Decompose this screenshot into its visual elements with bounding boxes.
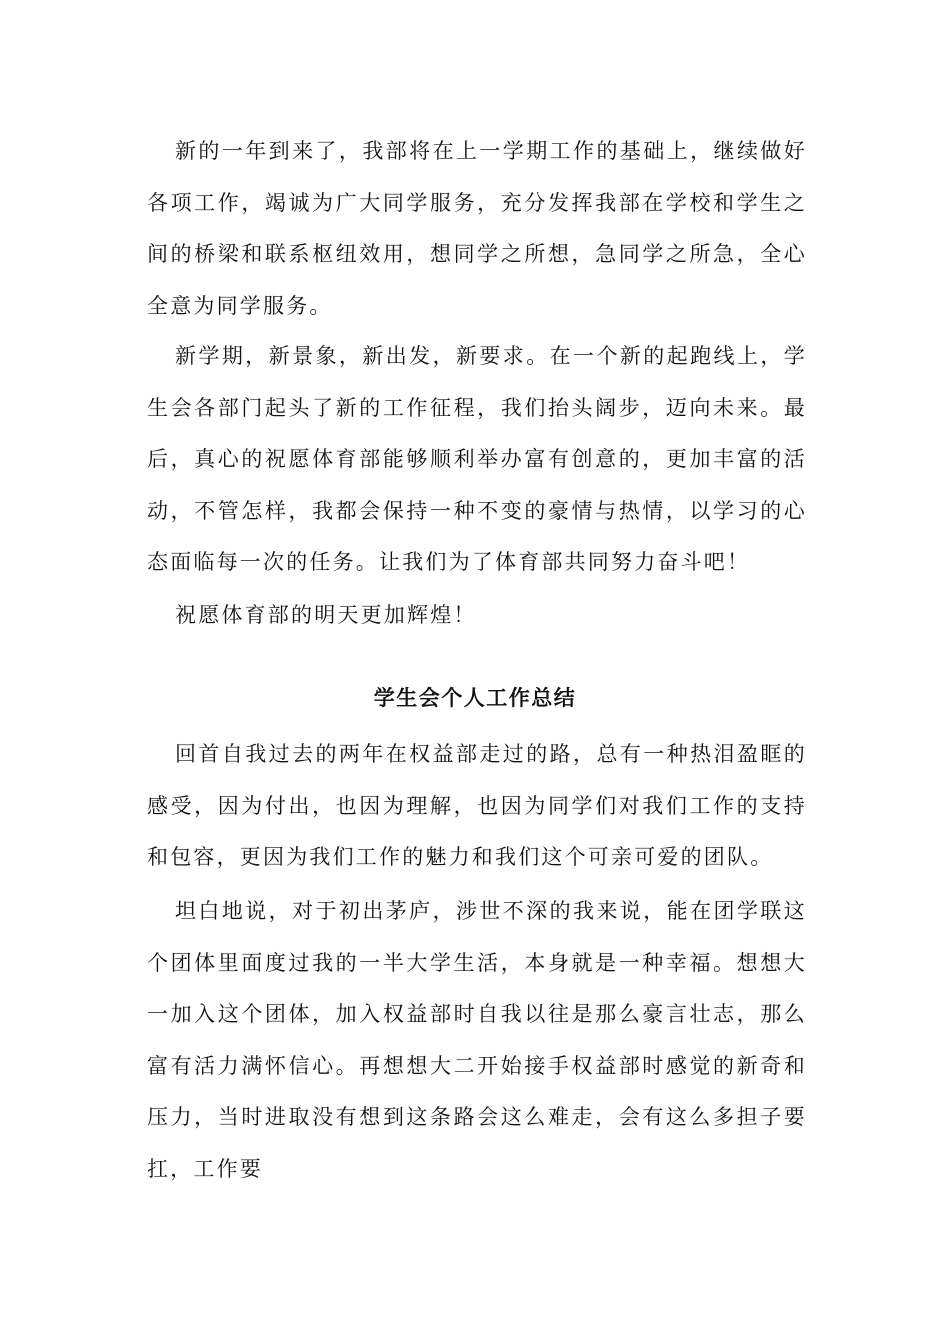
paragraph-honestly: 坦白地说，对于初出茅庐，涉世不深的我来说，能在团学联这个团体里面度过我的一半大学生活，本身就是一种幸福。想想大一加入这个团体，加入权益部时自我以往是那么豪言壮志，那么富有活力满怀信心。再想想大二开始接手权益部时感觉的新奇和压力，当时进取没有想到这条路会这么难走，会有这么多担子要扛，工作要 [147,899,807,1181]
paragraph-wishes: 祝愿体育部的明天更加辉煌！ [175,603,477,627]
section-title: 学生会个人工作总结 [373,685,577,710]
paragraph-looking-back: 回首自我过去的两年在权益部走过的路，总有一种热泪盈眶的感受，因为付出，也因为理解，也因为同学们对我们工作的支持和包容，更因为我们工作的魅力和我们这个可亲可爱的团队。 [147,742,807,869]
paragraph-new-semester: 新学期，新景象，新出发，新要求。在一个新的起跑线上，学生会各部门起头了新的工作征程，我们抬头阔步，迈向未来。最后，真心的祝愿体育部能够顺利举办富有创意的，更加丰富的活动，不管怎样，我都会保持一种不变的豪情与热情，以学习的心态面临每一次的任务。让我们为了体育部共同努力奋斗吧！ [147,344,807,574]
paragraph-new-year: 新的一年到来了，我部将在上一学期工作的基础上，继续做好各项工作，竭诚为广大同学服务，充分发挥我部在学校和学生之间的桥梁和联系枢纽效用，想同学之所想，急同学之所急，全心全意为同学服务。 [147,139,807,318]
